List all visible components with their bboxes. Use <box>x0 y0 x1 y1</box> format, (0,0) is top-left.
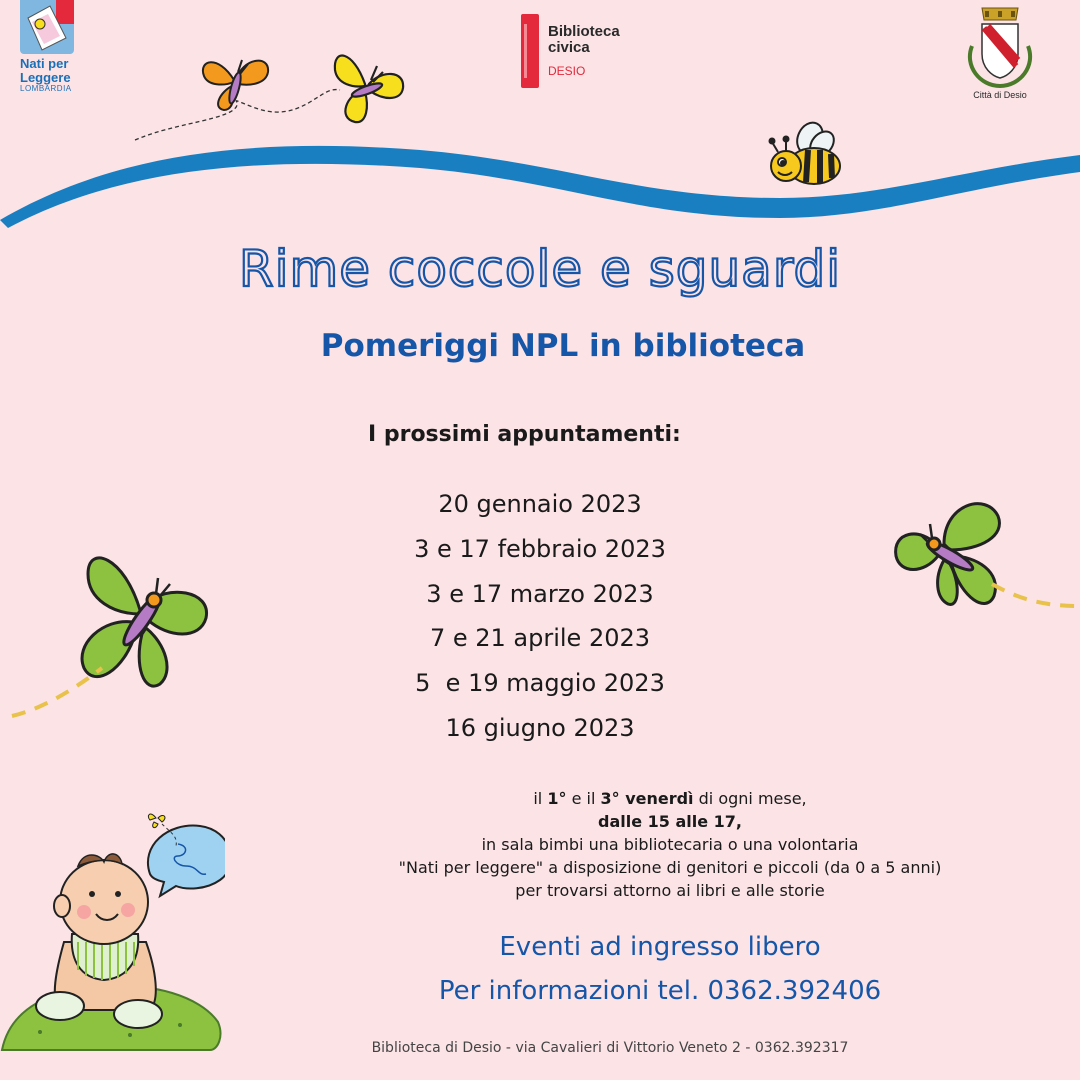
info-line-4: "Nati per leggere" a disposizione di genitori e piccoli (da 0 a 5 anni) <box>398 858 942 877</box>
info-line-5: per trovarsi attorno ai libri e alle storie <box>515 881 825 900</box>
date-item: 7 e 21 aprile 2023 <box>429 624 651 653</box>
npl-logo-line1: Nati per <box>20 56 69 71</box>
info-text-bold: 1° <box>547 789 567 808</box>
biblioteca-civica-logo <box>521 14 651 90</box>
npl-logo-region: LOMBARDIA <box>20 84 72 94</box>
book-spine-icon <box>521 14 539 88</box>
page-title: Rime coccole e sguardi <box>238 240 842 298</box>
orange-butterfly-icon <box>198 52 276 116</box>
npl-logo-line2: Leggere <box>20 69 71 85</box>
library-logo-line1: Biblioteca <box>548 23 620 40</box>
nati-per-leggere-logo <box>20 0 76 93</box>
npl-logo-mark <box>20 0 74 54</box>
info-line-2 <box>300 810 1040 833</box>
footer-address: Biblioteca di Desio - via Cavalieri di Vittorio Veneto 2 - 0362.392317 <box>371 1040 849 1056</box>
library-logo-name <box>548 24 620 56</box>
date-item: 20 gennaio 2023 <box>438 490 642 518</box>
info-text: e il <box>566 789 601 808</box>
date-item: 5 e 19 maggio 2023 <box>415 669 665 698</box>
info-line-3: in sala bimbi una bibliotecaria o una volontaria <box>481 835 859 854</box>
info-text: il <box>533 789 548 808</box>
npl-logo-title <box>20 57 76 84</box>
coat-of-arms-icon <box>960 6 1040 88</box>
page-subtitle: Pomeriggi NPL in biblioteca <box>320 328 806 364</box>
info-text: di ogni mese, <box>693 789 807 808</box>
bee-icon <box>760 120 850 192</box>
dash-trail-left <box>8 660 108 722</box>
date-item: 3 e 17 febbraio 2023 <box>414 534 666 563</box>
free-entry-text: Eventi ad ingresso libero <box>499 932 821 962</box>
next-appointments-label: I prossimi appuntamenti: <box>368 422 681 447</box>
city-name: Città di Desio <box>973 90 1027 100</box>
library-logo-city: DESIO <box>548 64 586 78</box>
dates-list <box>300 482 780 751</box>
baby-illustration <box>0 810 225 1055</box>
info-text-bold: 3° venerdì <box>600 789 694 808</box>
info-block <box>300 787 1040 902</box>
yellow-butterfly-icon <box>325 42 409 128</box>
info-phone-text: Per informazioni tel. 0362.392406 <box>438 976 882 1006</box>
library-logo-line2: civica <box>548 38 590 56</box>
info-line-1 <box>300 787 1040 810</box>
dash-trail-right <box>990 580 1080 616</box>
info-time: dalle 15 alle 17, <box>597 812 742 831</box>
date-item: 16 giugno 2023 <box>445 713 635 742</box>
date-item: 3 e 17 marzo 2023 <box>426 579 654 608</box>
citta-di-desio-logo <box>960 6 1040 106</box>
